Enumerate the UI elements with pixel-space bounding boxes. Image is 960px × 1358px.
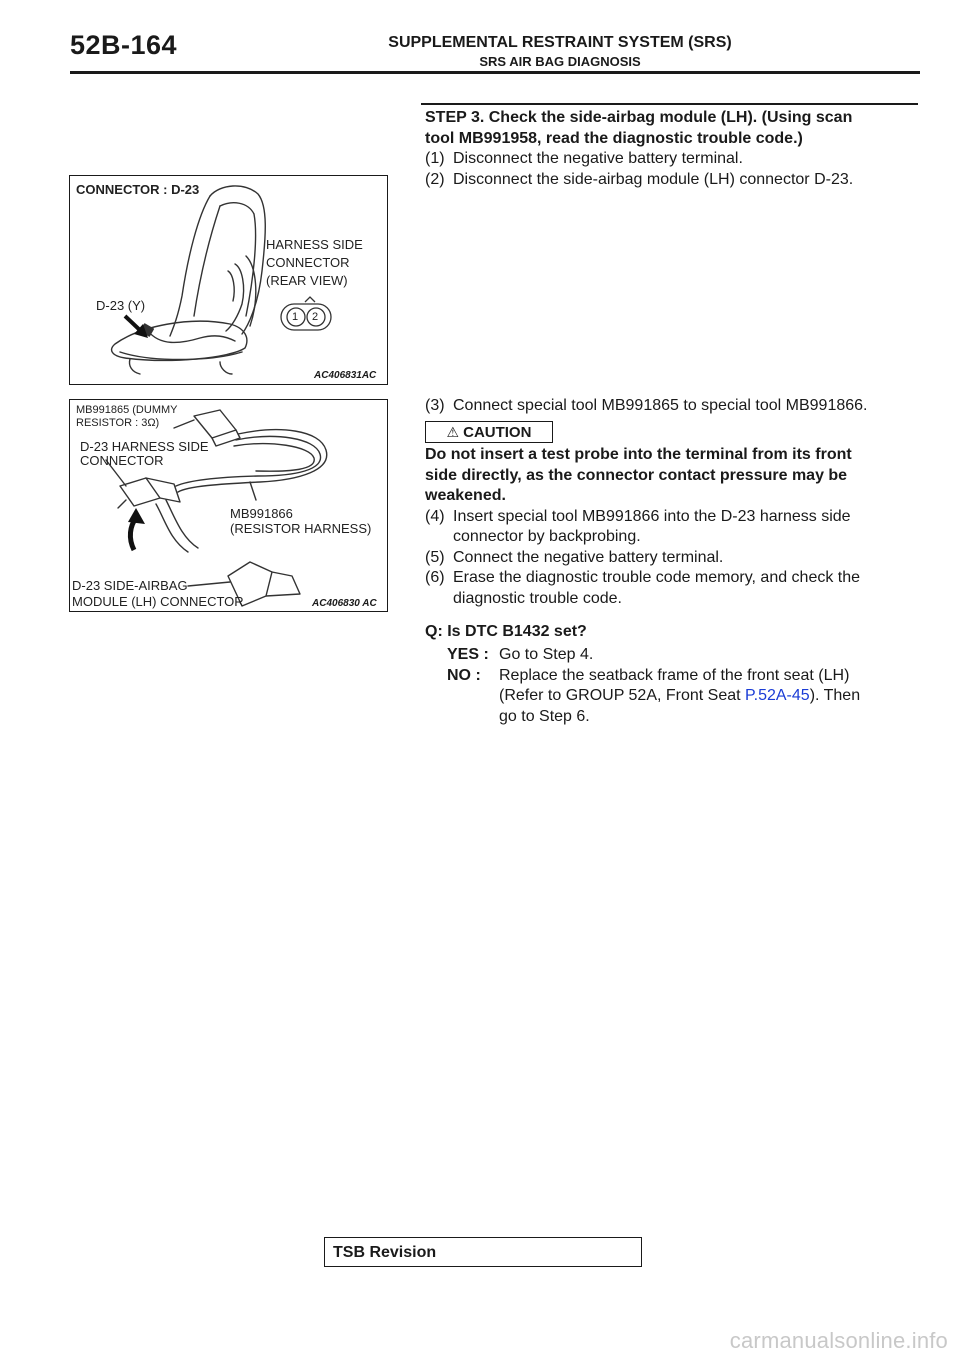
caution-text [425,445,920,609]
warning-icon: ⚠ [446,424,460,440]
item-text: Disconnect the negative battery terminal. [453,150,743,167]
item-line1: Connect the negative battery terminal. [453,548,724,566]
no-line3: go to Step 6. [499,707,590,725]
no-line2-post: ). Then [809,687,861,704]
question: Q: Is DTC B1432 set? [425,623,587,640]
no-line2-pre: (Refer to GROUP 52A, Front Seat [499,687,746,704]
no-line1: Replace the seatback frame of the front seat (LH) [499,666,850,684]
watermark: carmanualsonline.info [729,1328,948,1353]
figure1-code: AC406831AC [314,370,377,381]
harness-label-line1: HARNESS SIDE [266,237,363,252]
caution-label: CAUTION [463,424,532,441]
yes-label: YES : [447,646,489,663]
list-item [425,568,920,609]
yes-text: Go to Step 4. [499,646,594,663]
no-line2 [499,686,860,707]
section-subtitle: SRS AIR BAG DIAGNOSIS [479,54,641,69]
figure-seat-connector [69,175,388,385]
label-resistor-line2: (RESISTOR HARNESS) [230,521,372,536]
label-resistor-line1: MB991866 [230,506,293,521]
list-item [425,170,920,191]
item-line2: connector by backprobing. [453,528,641,545]
item-line1: Erase the diagnostic trouble code memory, and check the [453,569,861,586]
item-text: Disconnect the side-airbag module (LH) connector D-23. [453,170,854,188]
label-harness-line2: CONNECTOR [80,453,164,468]
item-line1: Insert special tool MB991866 into the D-23 harness side [453,507,851,525]
item-line2: diagnostic trouble code. [453,589,622,607]
harness-label-line2: CONNECTOR [266,255,350,270]
front-seat-reference-link[interactable]: P.52A-45 [745,687,810,704]
figure-special-tools [69,399,388,612]
item-number: (1) [425,150,445,167]
list-item [425,396,920,417]
item-number: (5) [425,548,445,566]
item-number: (3) [425,397,445,414]
figure1-title: CONNECTOR : D-23 [76,182,200,197]
section-title: SUPPLEMENTAL RESTRAINT SYSTEM (SRS) [388,34,732,51]
step-heading-line1: STEP 3. Check the side-airbag module (LH). (Using scan [425,109,853,126]
harness-label-line3: (REAR VIEW) [266,273,348,288]
page-number: 52B-164 [70,30,178,60]
step-rule [421,103,918,105]
caution-line1: Do not insert a test probe into the terminal from its front [425,446,852,463]
step-content-3 [425,396,920,417]
list-item [425,548,920,569]
item-number: (4) [425,507,445,525]
connector-d23-label: D-23 (Y) [96,298,146,313]
caution-badge [425,421,553,443]
list-item [425,507,920,548]
tsb-revision-box: TSB Revision [324,1237,642,1267]
label-harness-line1: D-23 HARNESS SIDE [80,439,209,454]
figure2-code: AC406830 AC [312,598,377,609]
step-heading-line2: tool MB991958, read the diagnostic trouble code.) [425,129,803,147]
item-number: (6) [425,569,445,586]
caution-line3: weakened. [425,487,506,504]
answers [425,645,920,735]
no-label: NO : [447,666,481,684]
label-module-line1: D-23 SIDE-AIRBAG [72,578,188,593]
list-item [425,149,920,170]
item-number: (2) [425,170,445,188]
caution-line2: side directly, as the connector contact pressure may be [425,466,848,484]
label-dummy-line2: RESISTOR : 3Ω) [76,417,160,429]
pin-2-label: 2 [312,311,319,323]
pin-1-label: 1 [292,311,299,323]
header-rule [70,71,920,74]
item-text: Connect special tool MB991865 to special tool MB991866. [453,397,868,414]
label-module-line2: MODULE (LH) CONNECTOR [72,594,244,609]
label-dummy-line1: MB991865 (DUMMY [76,404,178,416]
step-content [425,108,920,190]
